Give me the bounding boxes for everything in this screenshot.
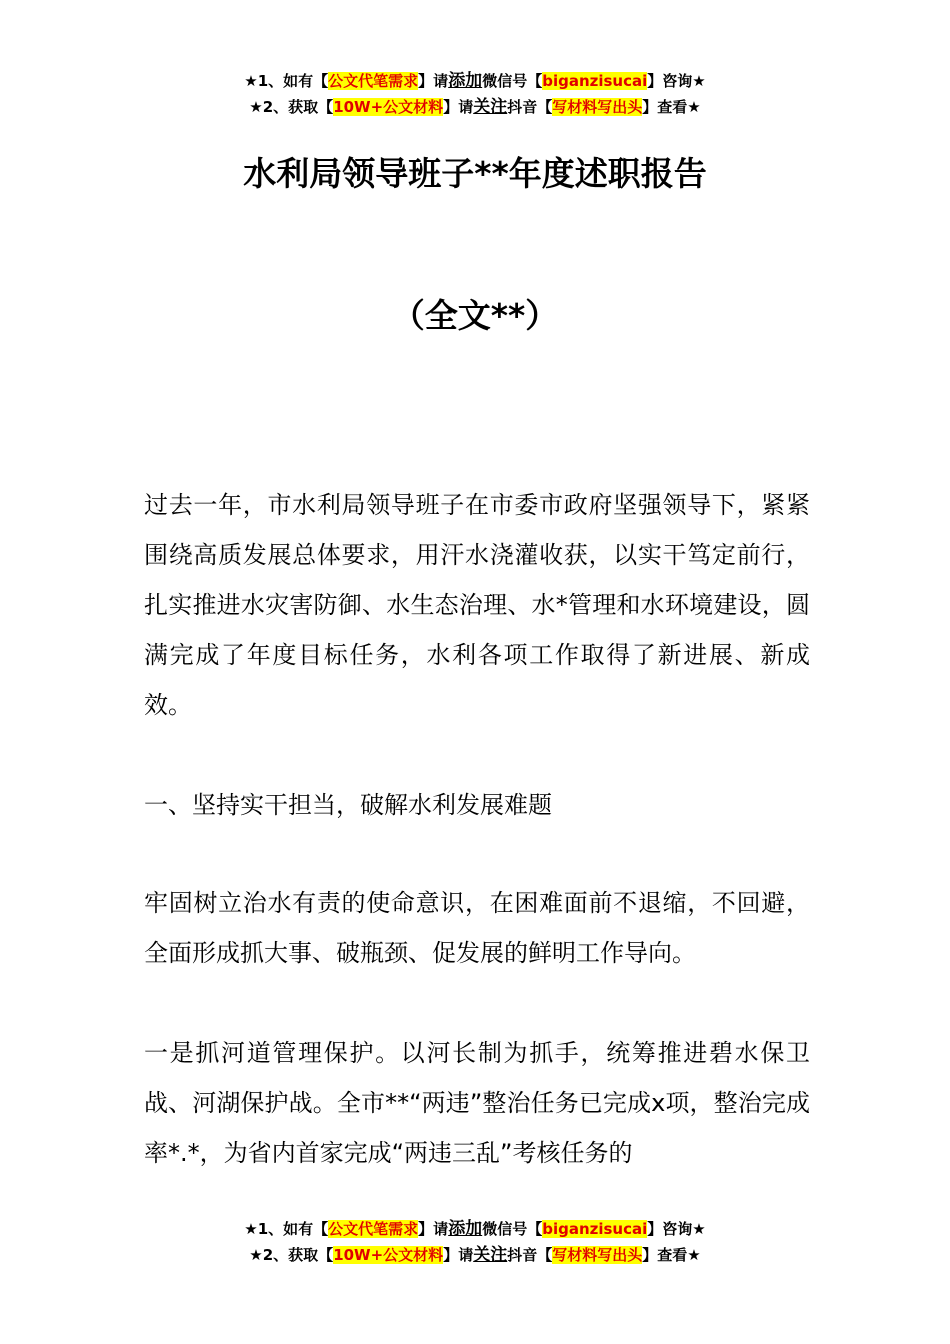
promo-highlight: 10W+公文材料 bbox=[333, 1246, 444, 1264]
promo-douyin-id: 写材料写出头 bbox=[552, 98, 643, 116]
section-heading-1: 一、坚持实干担当，破解水利发展难题 bbox=[144, 791, 552, 819]
bottom-promo-banner bbox=[0, 1216, 950, 1268]
paragraph-intro: 过去一年，市水利局领导班子在市委市政府坚强领导下，紧紧围绕高质发展总体要求，用汗水浇灌收获，以实干笃定前行，扎实推进水灾害防御、水生态治理、水*管理和水环境建设，圆满完成了年度目标任务，水利各项工作取得了新进展、新成效。 bbox=[144, 491, 810, 719]
promo-highlight: 公文代笔需求 bbox=[328, 72, 419, 90]
promo-wechat-id: biganzisucai bbox=[542, 72, 648, 90]
promo-emphasis: 关注 bbox=[473, 1245, 508, 1265]
promo-line-1: ★1、如有【公文代笔需求】请添加微信号【biganzisucai】咨询★ bbox=[244, 1219, 706, 1239]
promo-emphasis: 关注 bbox=[473, 97, 508, 117]
promo-emphasis: 添加 bbox=[448, 71, 483, 91]
promo-highlight: 公文代笔需求 bbox=[328, 1220, 419, 1238]
paragraph-section-1-intro: 牢固树立治水有责的使命意识，在困难面前不退缩，不回避，全面形成抓大事、破瓶颈、促发展的鲜明工作导向。 bbox=[144, 889, 810, 967]
promo-emphasis: 添加 bbox=[448, 1219, 483, 1239]
promo-wechat-id: biganzisucai bbox=[542, 1220, 648, 1238]
promo-line-1: ★1、如有【公文代笔需求】请添加微信号【biganzisucai】咨询★ bbox=[244, 71, 706, 91]
promo-douyin-id: 写材料写出头 bbox=[552, 1246, 643, 1264]
document-subtitle: （全文**） bbox=[391, 296, 559, 335]
document-title: 水利局领导班子**年度述职报告 bbox=[243, 154, 707, 193]
promo-highlight: 10W+公文材料 bbox=[333, 98, 444, 116]
paragraph-river-management: 一是抓河道管理保护。以河长制为抓手，统筹推进碧水保卫战、河湖保护战。全市**“两违”整治任务已完成x项，整治完成率*.*，为省内首家完成“两违三乱”考核任务的 bbox=[144, 1039, 810, 1167]
top-promo-banner bbox=[0, 68, 950, 120]
promo-line-2: ★2、获取【10W+公文材料】请关注抖音【写材料写出头】查看★ bbox=[249, 1245, 701, 1265]
promo-line-2: ★2、获取【10W+公文材料】请关注抖音【写材料写出头】查看★ bbox=[249, 97, 701, 117]
